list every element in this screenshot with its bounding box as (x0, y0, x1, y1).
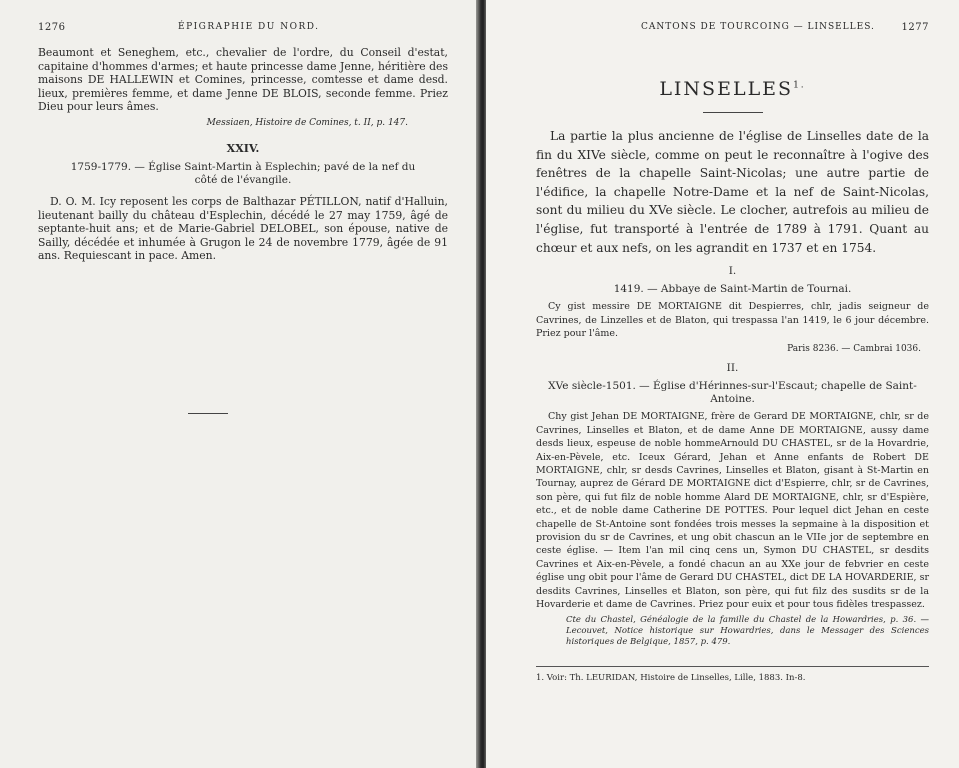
section-title: 1759-1779. — Église Saint-Martin à Esplechin; pavé de la nef du côté de l'évangile. (70, 160, 416, 186)
section-text: D. O. M. Icy reposent les corps de Balthazar PÉTILLON, natif d'Halluin, lieutenant bailly du château d'Esplechin, décédé le 27 may 1759, âgé de septante-huit ans; et de Marie-Gabriel DELOBEL, son épouse, native de Sailly, décédée et inhumée à Grugon le 24 de novembre 1779, âgée de 91 ans. Requiescant in pace. Amen. (38, 194, 448, 263)
sec2-number: II. (726, 362, 739, 375)
continuation-source: Messiaen, Histoire de Comines, t. II, p. 147. (206, 117, 408, 128)
end-rule (188, 413, 228, 414)
sec1-text: Cy gist messire DE MORTAIGNE dit Despierres, chlr, jadis seigneur de Cavrines, de Linzelles et de Blaton, qui trespassa l'an 1419, le 6 jour décembre. Priez pour l'âme. (536, 301, 929, 339)
section-number: XXIV. (226, 141, 260, 155)
sec2-title: XVe siècle-1501. — Église d'Hérinnes-sur-l'Escaut; chapelle de Saint-Antoine. (548, 380, 917, 406)
right-page-number: 1277 (901, 22, 929, 33)
right-running-head: CANTONS DE TOURCOING — LINSELLES. (641, 22, 875, 32)
right-header (536, 22, 929, 38)
sec1-title: 1419. — Abbaye de Saint-Martin de Tournai. (613, 283, 852, 296)
sec2-source: Cte du Chastel, Généalogie de la famille du Chastel de la Howardries, p. 36. — Lecouvet, Notice historique sur Howardries, dans le Messager des Sciences historiques de Belgique, 1857, p. 479. (566, 615, 929, 648)
chapter-title (536, 78, 929, 100)
continuation-text: Beaumont et Seneghem, etc., chevalier de l'ordre, du Conseil d'estat, capitaine d'hommes d'armes; et haute princesse dame Jenne, héritière des maisons DE HALLEWIN et Comines, princesse, comtesse et dame desd. lieux, premières femme, et dame Jenne DE BLOIS, seconde femme. Priez Dieu pour leurs âmes. (38, 46, 448, 114)
sec1-source: Paris 8236. — Cambrai 1036. (787, 344, 921, 355)
left-running-head: ÉPIGRAPHIE DU NORD. (178, 22, 320, 32)
left-header (38, 22, 448, 38)
footnote: 1. Voir: Th. LEURIDAN, Histoire de Linselles, Lille, 1883. In-8. (536, 666, 929, 683)
sec1-number: I. (728, 265, 737, 278)
left-page (0, 0, 478, 768)
sec2-text: Chy gist Jehan DE MORTAIGNE, frère de Gerard DE MORTAIGNE, chlr, sr de Cavrines, Linselles et Blaton, et de dame Anne DE MORTAIGNE, aussy dame desds lieux, espeuse de noble hommeArnould DU CHASTEL, sr de la Hovardrie, Aix-en-Pèvele, etc. Iceux Gérard, Jehan et Anne enfants de Robert DE MORTAIGNE, chlr, sr desds Cavrines, Linselles et Blaton, gisant à St-Martin en Tournay, auprez de Gérard DE MORTAIGNE dict d'Espierre, chlr, sr de Cavrines, son père, qui fut filz de noble homme Alard DE MORTAIGNE, chlr, sr d'Espière, etc., et de noble dame Catherine DE POTTES. Pour lequel dict Jehan en ceste chapelle de St-Antoine sont fondées trois messes la sepmaine à la disposition et provision du sr de Cavrines, et ung obit chascun an le VIIe jor de septembre en ceste église. — Item l'an mil cinq cens un, Symon DU CHASTEL, sr desdits Cavrines et Aix-en-Pèvele, a fondé chacun an au XXe jour de febvrier en ceste église ung obit pour l'âme de Gerard DU CHASTEL, dict DE LA HOVARDERIE, sr desdits Cavrines, Linselles et Blaton, son père, qui fut filz des susdits sr de la Hovarderie et dame de Cavrines. Priez pour euix et pour tous fidèles trespassez. (536, 411, 929, 611)
left-page-number: 1276 (38, 22, 66, 33)
right-page (486, 0, 959, 768)
chapter-title-text: LINSELLES (659, 78, 794, 100)
title-note-ref: 1. (793, 80, 806, 91)
title-rule (703, 112, 763, 113)
intro-text: La partie la plus ancienne de l'église de Linselles date de la fin du XIVe siècle, comme on peut le reconnaître à l'ogive des fenêtres de la chapelle Saint-Nicolas; une autre partie de l'édifice, la chapelle Notre-Dame et la nef de Saint-Nicolas, sont du milieu du XVe siècle. Le clocher, autrefois au milieu de l'église, fut transporté à l'entrée de 1789 à 1791. Quant au chœur et aux nefs, on les agrandit en 1737 et en 1754. (536, 129, 929, 255)
